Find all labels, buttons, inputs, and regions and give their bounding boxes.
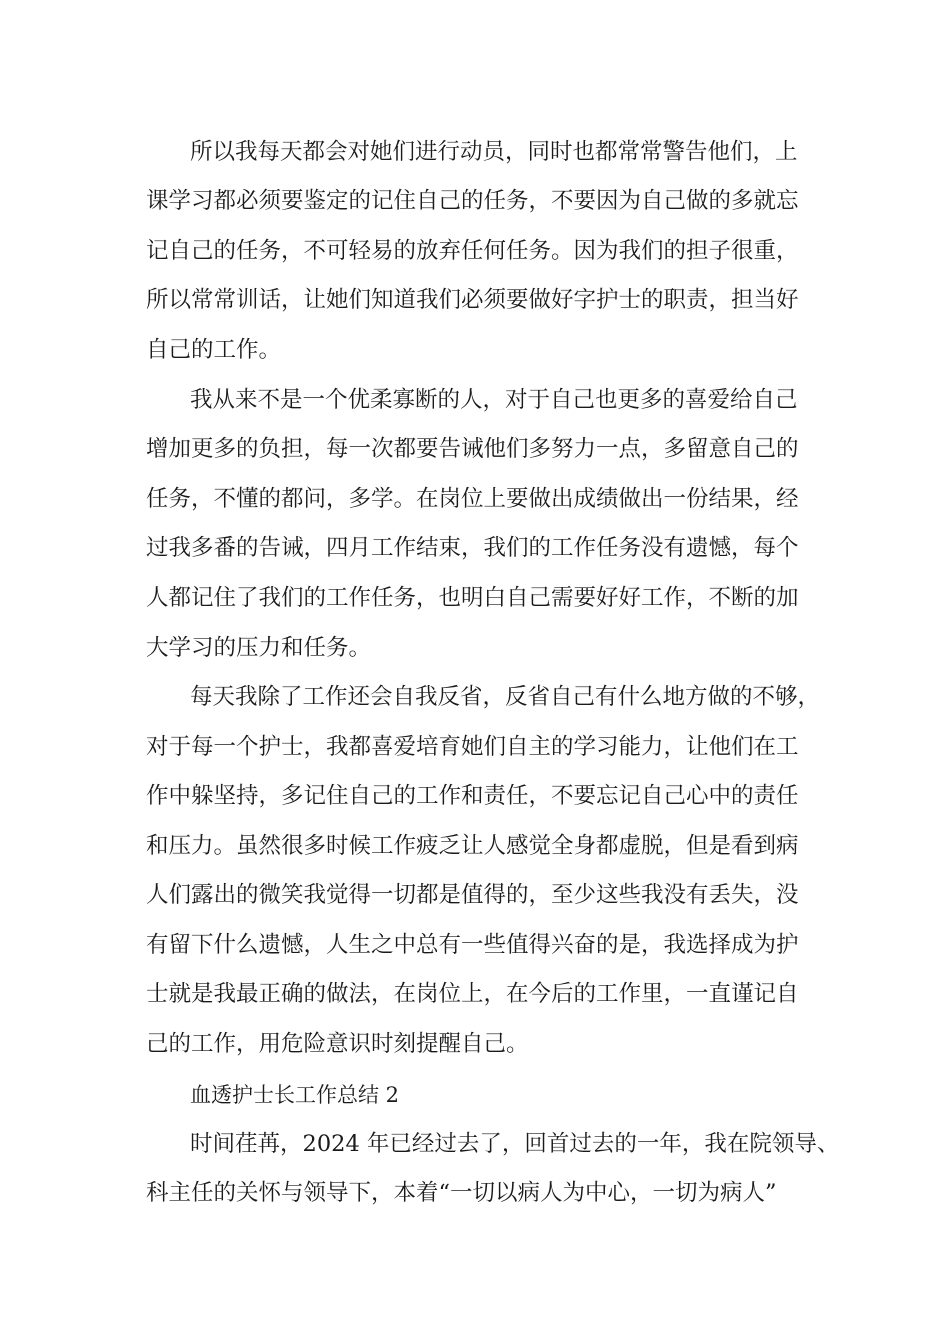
closing-paragraph-line-2: 科主任的关怀与领导下，本着“一切以病人为中心，一切为病人” (146, 1180, 777, 1206)
section-title: 血透护士长工作总结 2 (190, 1083, 400, 1107)
paragraph-2-line-4: 过我多番的告诫，四月工作结束，我们的工作任务没有遗憾，每个 (146, 535, 799, 561)
paragraph-3-line-1: 每天我除了工作还会自我反省，反省自己有什么地方做的不够， (190, 684, 821, 710)
paragraph-3-line-7: 士就是我最正确的做法，在岗位上，在今后的工作里，一直谨记自 (146, 981, 799, 1007)
paragraph-3-line-4: 和压力。虽然很多时候工作疲乏让人感觉全身都虚脱，但是看到病 (146, 833, 799, 859)
closing-paragraph-line-1: 时间荏苒，2024 年已经过去了，回首过去的一年，我在院领导、 (190, 1131, 840, 1157)
paragraph-1-line-4: 所以常常训话，让她们知道我们必须要做好字护士的职责，担当好 (146, 287, 799, 313)
paragraph-2-line-3: 任务，不懂的都问，多学。在岗位上要做出成绩做出一份结果，经 (146, 486, 799, 512)
paragraph-3-line-8: 己的工作，用危险意识时刻提醒自己。 (146, 1031, 529, 1057)
paragraph-1-line-5: 自己的工作。 (146, 337, 282, 363)
paragraph-3-line-6: 有留下什么遗憾，人生之中总有一些值得兴奋的是，我选择成为护 (146, 932, 799, 958)
paragraph-2-line-6: 大学习的压力和任务。 (146, 635, 372, 661)
paragraph-1-line-1: 所以我每天都会对她们进行动员，同时也都常常警告他们，上 (190, 139, 798, 165)
paragraph-3-line-2: 对于每一个护士，我都喜爱培育她们自主的学习能力，让他们在工 (146, 734, 799, 760)
paragraph-2-line-1: 我从来不是一个优柔寡断的人，对于自己也更多的喜爱给自己 (190, 387, 798, 413)
paragraph-2-line-2: 增加更多的负担，每一次都要告诫他们多努力一点，多留意自己的 (146, 436, 799, 462)
paragraph-2-line-5: 人都记住了我们的工作任务，也明白自己需要好好工作，不断的加 (146, 585, 799, 611)
paragraph-3-line-5: 人们露出的微笑我觉得一切都是值得的，至少这些我没有丢失，没 (146, 882, 799, 908)
paragraph-1-line-3: 记自己的任务，不可轻易的放弃任何任务。因为我们的担子很重， (146, 238, 799, 264)
paragraph-3-line-3: 作中躲坚持，多记住自己的工作和责任，不要忘记自己心中的责任 (146, 783, 799, 809)
paragraph-1-line-2: 课学习都必须要鉴定的记住自己的任务，不要因为自己做的多就忘 (146, 188, 799, 214)
